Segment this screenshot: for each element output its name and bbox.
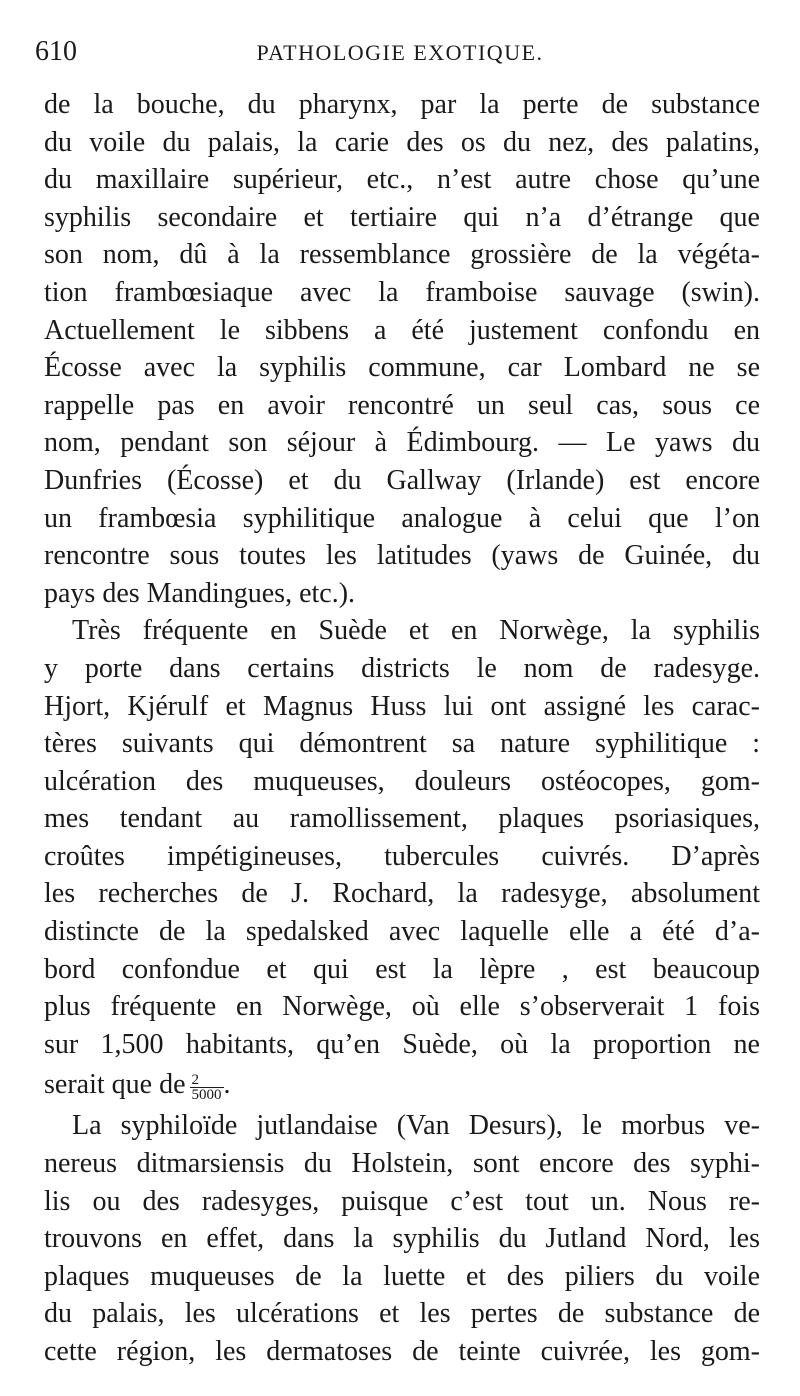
- text-line: distincte de la spedalsked avec laquelle elle a été d’a-: [44, 916, 760, 948]
- text-line: Actuellement le sibbens a été justement confondu en: [44, 314, 760, 346]
- text-line: tion frambœsiaque avec la framboise sauvage (swin).: [44, 276, 760, 308]
- fraction-denominator: 5000: [191, 1086, 222, 1103]
- page-number: 610: [35, 36, 77, 67]
- text-line: Hjort, Kjérulf et Magnus Huss lui ont assigné les carac-: [44, 690, 760, 722]
- text-line: bord confondue et qui est la lèpre , est beaucoup: [44, 953, 760, 985]
- text-line: Très fréquente en Suède et en Norwège, la syphilis: [72, 615, 760, 647]
- text-line: Écosse avec la syphilis commune, car Lombard ne se: [44, 352, 760, 384]
- text-line: croûtes impétigineuses, tubercules cuivrés. D’après: [44, 840, 760, 872]
- text-line: plaques muqueuses de la luette et des piliers du voile: [44, 1260, 760, 1292]
- text-line-with-fraction: [44, 1063, 760, 1107]
- text-line-start: serait que de: [44, 1069, 186, 1101]
- text-line: du palais, les ulcérations et les pertes de substance de: [44, 1298, 760, 1330]
- text-line: rappelle pas en avoir rencontré un seul cas, sous ce: [44, 389, 760, 421]
- text-line: pays des Mandingues, etc.).: [44, 577, 356, 609]
- text-line: lis ou des radesyges, puisque c’est tout un. Nous re-: [44, 1185, 760, 1217]
- text-line: syphilis secondaire et tertiaire qui n’a d’étrange que: [44, 201, 760, 233]
- text-line: Dunfries (Écosse) et du Gallway (Irlande) est encore: [44, 464, 760, 496]
- text-line: mes tendant au ramollissement, plaques psoriasiques,: [44, 803, 760, 835]
- text-line: son nom, dû à la ressemblance grossière de la végéta-: [44, 239, 760, 271]
- text-line: sur 1,500 habitants, qu’en Suède, où la proportion ne: [44, 1028, 760, 1060]
- text-line: nereus ditmarsiensis du Holstein, sont encore des syphi-: [44, 1148, 760, 1180]
- text-line: du maxillaire supérieur, etc., n’est autre chose qu’une: [44, 164, 760, 196]
- text-line: les recherches de J. Rochard, la radesyge, absolument: [44, 878, 760, 910]
- text-line: y porte dans certains districts le nom de radesyge.: [44, 652, 760, 684]
- text-line: plus fréquente en Norwège, où elle s’observerait 1 fois: [44, 991, 760, 1023]
- text-line: trouvons en effet, dans la syphilis du Jutland Nord, les: [44, 1223, 760, 1255]
- fraction: [190, 1073, 224, 1102]
- fraction-trailing: .: [223, 1069, 231, 1101]
- fraction-numerator: 2: [190, 1073, 224, 1088]
- text-line: un frambœsia syphilitique analogue à celui que l’on: [44, 502, 760, 534]
- body-text: [44, 86, 760, 1371]
- text-line: ulcération des muqueuses, douleurs ostéocopes, gom-: [44, 765, 760, 797]
- text-line: rencontre sous toutes les latitudes (yaws de Guinée, du: [44, 540, 760, 572]
- text-line: de la bouche, du pharynx, par la perte de substance: [44, 89, 760, 120]
- text-line: du voile du palais, la carie des os du nez, des palatins,: [44, 126, 760, 158]
- running-head: PATHOLOGIE EXOTIQUE.: [256, 40, 544, 65]
- text-line: tères suivants qui démontrent sa nature syphilitique :: [44, 728, 760, 760]
- text-line: cette région, les dermatoses de teinte cuivrée, les gom-: [44, 1336, 760, 1367]
- page-header: [35, 36, 765, 76]
- text-line: La syphiloïde jutlandaise (Van Desurs), le morbus ve-: [72, 1110, 760, 1142]
- text-line: nom, pendant son séjour à Édimbourg. — Le yaws du: [44, 427, 760, 459]
